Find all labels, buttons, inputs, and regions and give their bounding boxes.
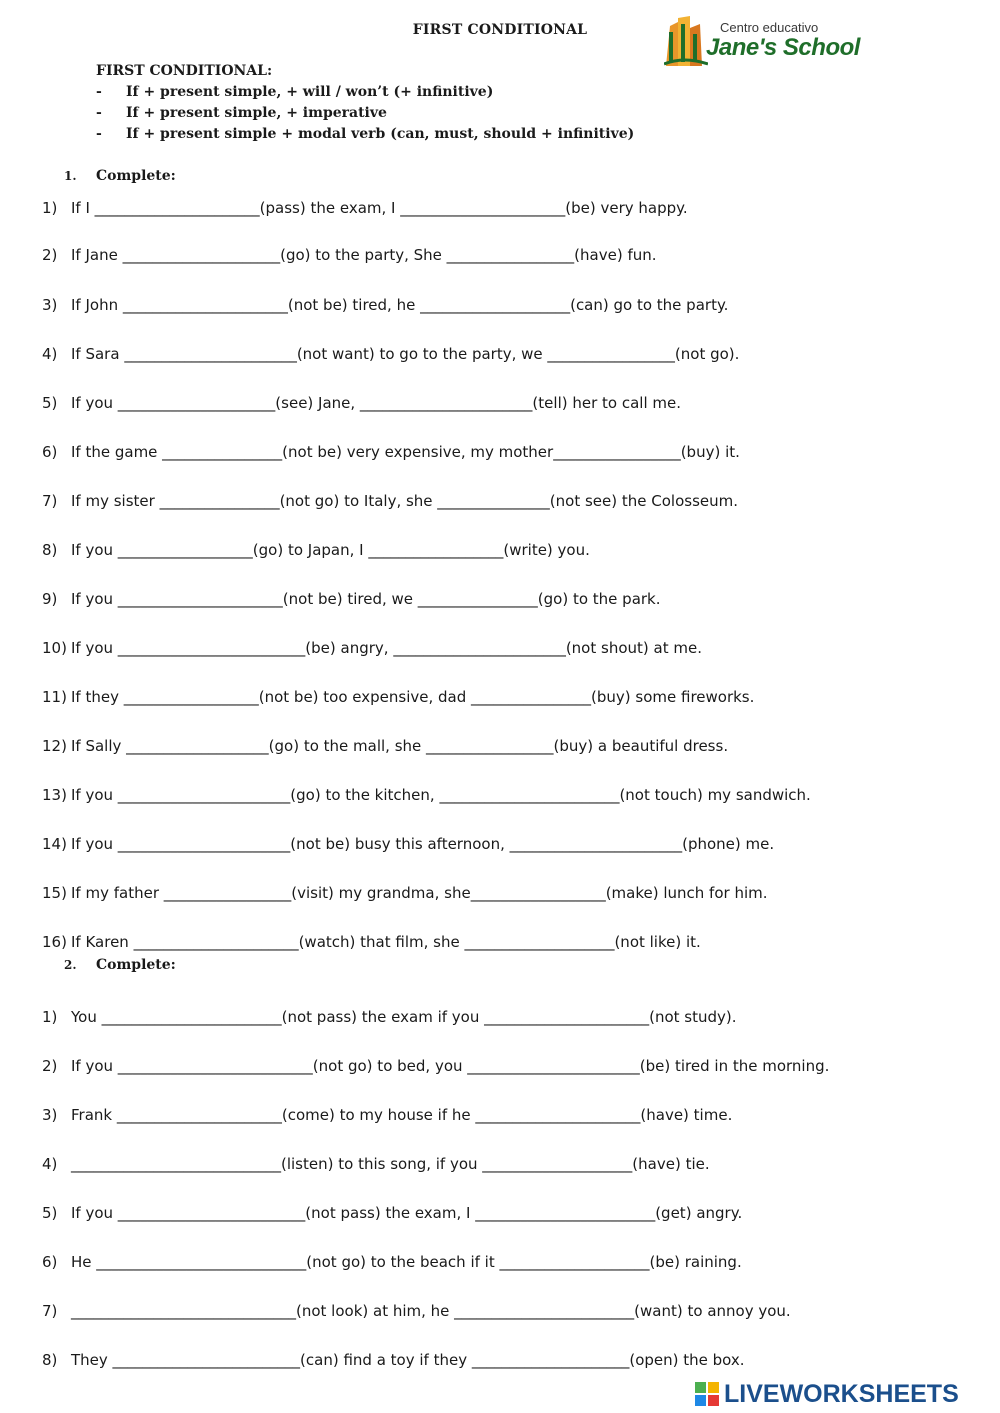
- rule-item: - If + present simple + modal verb (can, must, should + infinitive): [96, 126, 635, 142]
- exercise-item: 9) If you ______________________(not be) tired, we ________________(go) to the park.: [42, 590, 661, 608]
- exercise-item: 10) If you _________________________(be) angry, _______________________(not shout) at me.: [42, 639, 702, 657]
- exercise-item: 7) ______________________________(not look) at him, he ________________________(want) to annoy you.: [42, 1302, 791, 1320]
- exercise-item: 11) If they __________________(not be) too expensive, dad ________________(buy) some fireworks.: [42, 688, 755, 706]
- exercise-item: 2) If you __________________________(not go) to bed, you _______________________(be) tired in the morning.: [42, 1057, 830, 1075]
- exercise-item: 3) If John ______________________(not be) tired, he ____________________(can) go to the party.: [42, 296, 729, 314]
- building-icon: [664, 16, 708, 68]
- exercise-item: 3) Frank ______________________(come) to my house if he ______________________(have) time.: [42, 1106, 733, 1124]
- exercise-item: 8) If you __________________(go) to Japan, I __________________(write) you.: [42, 541, 590, 559]
- exercise-item: 1) You ________________________(not pass) the exam if you ______________________(not study).: [42, 1008, 737, 1026]
- exercise-item: 15) If my father _________________(visit) my grandma, she__________________(make) lunch for him.: [42, 884, 768, 902]
- liveworksheets-logo-icon: [694, 1381, 720, 1407]
- section-1-heading: 1. Complete:: [64, 168, 176, 184]
- logo-subtitle: Centro educativo: [720, 20, 819, 35]
- rule-item: - If + present simple, + imperative: [96, 105, 387, 121]
- exercise-item: 13) If you _______________________(go) to the kitchen, ________________________(not touch) my sandwich.: [42, 786, 811, 804]
- exercise-item: 16) If Karen ______________________(watch) that film, she ____________________(not like) it.: [42, 933, 701, 951]
- exercise-item: 2) If Jane _____________________(go) to the party, She _________________(have) fun.: [42, 246, 657, 264]
- school-logo: [664, 16, 864, 68]
- section-2-heading: 2. Complete:: [64, 957, 176, 973]
- exercise-item: 1) If I ______________________(pass) the exam, I ______________________(be) very happy.: [42, 199, 688, 217]
- exercise-item: 14) If you _______________________(not be) busy this afternoon, _______________________(phone) me.: [42, 835, 775, 853]
- watermark-text: LIVEWORKSHEETS: [724, 1380, 959, 1408]
- rule-item: - If + present simple, + will / won’t (+ infinitive): [96, 84, 494, 100]
- exercise-item: 8) They _________________________(can) find a toy if they _____________________(open) the box.: [42, 1351, 745, 1369]
- exercise-item: 12) If Sally ___________________(go) to the mall, she _________________(buy) a beautiful dress.: [42, 737, 729, 755]
- exercise-item: 5) If you _____________________(see) Jane, _______________________(tell) her to call me.: [42, 394, 681, 412]
- exercise-item: 6) If the game ________________(not be) very expensive, my mother_________________(buy) it.: [42, 443, 740, 461]
- exercise-item: 7) If my sister ________________(not go) to Italy, she _______________(not see) the Colosseum.: [42, 492, 739, 510]
- exercise-item: 5) If you _________________________(not pass) the exam, I ________________________(get) angry.: [42, 1204, 743, 1222]
- rules-heading: FIRST CONDITIONAL:: [96, 63, 273, 79]
- rules-box: [96, 60, 634, 145]
- exercise-item: 4) ____________________________(listen) to this song, if you ____________________(have) tie.: [42, 1155, 710, 1173]
- logo-name: Jane's School: [706, 34, 860, 61]
- liveworksheets-watermark: [694, 1380, 994, 1408]
- exercise-item: 6) He ____________________________(not go) to the beach if it ____________________(be) raining.: [42, 1253, 742, 1271]
- exercise-item: 4) If Sara _______________________(not want) to go to the party, we _________________(not go).: [42, 345, 740, 363]
- page-title: FIRST CONDITIONAL: [412, 22, 588, 38]
